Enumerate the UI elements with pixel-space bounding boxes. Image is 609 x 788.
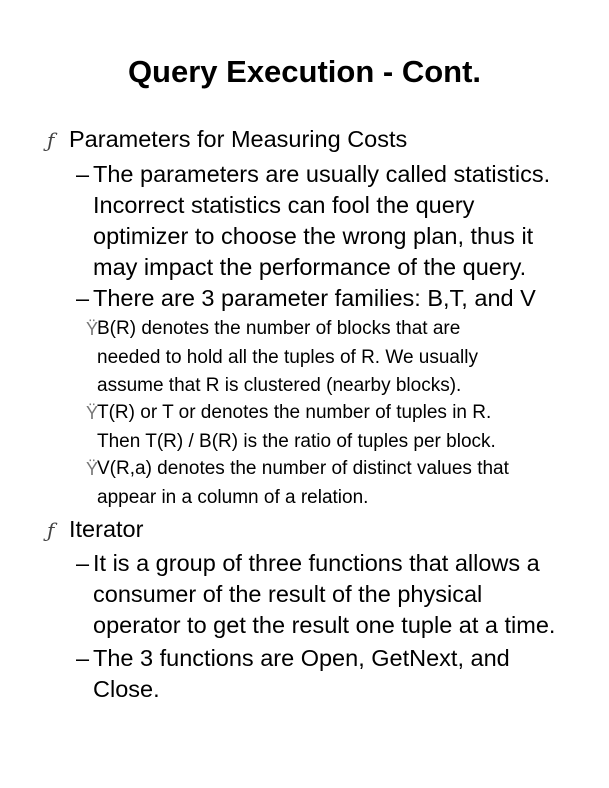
slide-title: Query Execution - Cont. <box>127 54 482 89</box>
section-heading-iterator: Iterator <box>69 516 144 542</box>
section-bullet-icon: ƒ <box>47 128 55 152</box>
sub-bullet-icon: Ÿ <box>86 403 99 423</box>
dash-icon: – <box>76 285 90 311</box>
dash-icon: – <box>76 550 90 576</box>
item-parameter-families: There are 3 parameter families: B,T, and V <box>93 285 536 311</box>
section-heading-parameters: Parameters for Measuring Costs <box>69 126 408 152</box>
sub-bullet-icon: Ÿ <box>86 459 99 479</box>
subitem-blocks: B(R) denotes the number of blocks that are needed to hold all the tuples of R. We usually assume that R is clustered (nearby blocks). <box>97 318 478 396</box>
item-statistics-first-line: The parameters are usually called statistics. Incorrect statistics can fool the query optimizer to choose the wrong plan, thus it may impact the performance of the query. <box>93 161 551 280</box>
item-iterator-definition: It is a group of three functions that allows a consumer of the result of the physical operator to get the result one tuple at a time. <box>93 550 556 638</box>
dash-icon: – <box>76 161 90 187</box>
sub-bullet-icon: Ÿ <box>86 319 99 339</box>
section-bullet-icon: ƒ <box>47 518 55 542</box>
subitem-tuples: T(R) or T or denotes the number of tuples in R. Then T(R) / B(R) is the ratio of tuples per block. <box>97 402 496 452</box>
item-iterator-functions: The 3 functions are Open, GetNext, and Close. <box>93 645 510 702</box>
subitem-distinct-values: V(R,a) denotes the number of distinct values that appear in a column of a relation. <box>97 458 509 508</box>
dash-icon: – <box>76 645 90 671</box>
